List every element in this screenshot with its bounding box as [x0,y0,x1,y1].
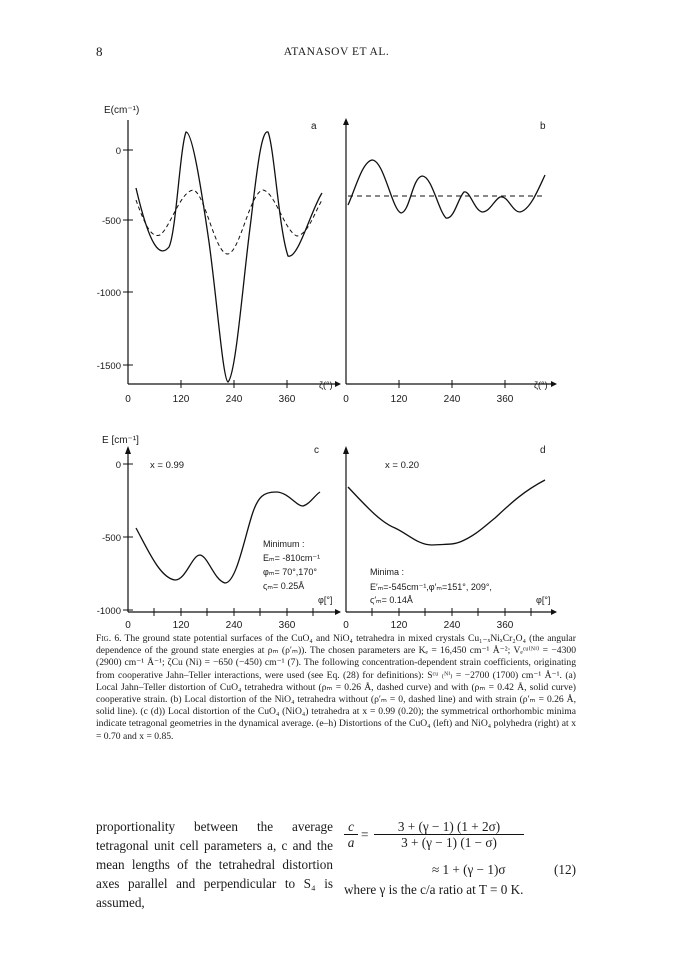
panel-d-xtick: 240 [443,620,461,630]
panel-d-label: d [540,445,546,456]
eq-numerator: 3 + (γ − 1) (1 + 2σ) [374,819,524,835]
panel-a-solid-curve [136,132,322,382]
body-paragraph: proportionality between the average tetragonal unit cell parameters a, c and the mean lengths of the tetrahedral distortion axes parallel and perpendicular to S₄ is assumed, [96,819,333,910]
panel-d-xtick: 120 [390,620,408,630]
caption-text: The ground state potential surfaces of the CuO₄ and NiO₄ tetrahedra in mixed crystals Cu₁₋ₓNiₓCr₂O₄ (the angular dependence of the ground state energies at ρₘ (ρ′ₘ)). The chosen parameters are Kₑ = 16,450 cm⁻¹ Å⁻²; Vₑᶜᵘ⁽ᴺⁱ⁾ = −4300 (2900) cm⁻¹ Å⁻¹; ζCu (Ni) = −650 (−450) cm⁻¹ (7). The following concentration-dependent strain coefficients, originating from cooperative Jahn–Teller interactions, were used (see Eq. (28) for definitions): Sᶜᵘ ₍ᴺⁱ₎ = −2700 (1700) cm⁻¹ Å⁻¹. (a) Local Jahn–Teller distortion of CuO₄ tetrahedra without (ρₘ = 0.26 Å, dashed curve) and with (ρₘ = 0.42 Å, solid curve) cooperative strain. (b) Local distortion of the NiO₄ tetrahedra without (ρ′ₘ = 0, dashed line) and with strain (ρ′ₘ = 0.26 Å, solid line). (c (d)) Local distortion of the CuO₄ (NiO₄) tetrahedra at x = 0.99 (0.20); the symmetrical orthorhombic minima indicate tetragonal geometries in the dynamical average. (e–h) Distortions of the CuO₄ (left) and NiO₄ polyhedra (right) at x = 0.70 and x = 0.85. [96,633,576,742]
panel-d [343,445,557,630]
figure-caption [96,633,576,743]
panel-c [97,435,341,630]
panel-c-xtick: 360 [278,620,296,630]
panel-c-label: c [314,445,319,456]
eq-equals: = [361,827,369,842]
panel-a-ytick: -1500 [96,361,121,372]
eq-lhs-num: c [344,819,358,835]
panel-c-min-energy: Eₘ= -810cm⁻¹ [263,553,321,563]
panel-a-ytick: 0 [115,146,121,157]
eq-approx: ≈ 1 + (γ − 1)σ [432,862,506,877]
panel-d-min-title: Minima : [370,567,405,577]
eq-where: where γ is the c/a ratio at T = 0 K. [344,882,524,897]
panel-c-xtick: 0 [125,620,131,630]
panel-a-xtick: 120 [172,394,190,405]
panel-a-xtick: 240 [225,394,243,405]
panel-c-min-title: Minimum : [263,539,305,549]
panel-b-xlabel: ζ(°) [534,380,548,390]
panel-b-label: b [540,121,546,132]
panel-b-xtick: 120 [390,394,408,405]
panel-a-xtick: 0 [125,394,131,405]
panel-b-xtick: 360 [496,394,514,405]
panel-d-xtick: 360 [496,620,514,630]
panel-c-xlabel: φ[°] [318,595,333,605]
panel-d-note: x = 0.20 [385,460,420,471]
panel-c-note: x = 0.99 [150,460,185,471]
panel-a [97,105,341,405]
panel-b [343,118,557,405]
panel-c-min-rho: ςₘ= 0.25Å [263,581,305,591]
panel-a-xtick: 360 [278,394,296,405]
panel-d-xlabel: φ[°] [536,595,551,605]
panel-b-xtick: 240 [443,394,461,405]
panel-a-xlabel: ζ(°) [319,380,333,390]
panel-d-curve [348,480,545,545]
panel-d-min-energy: E′ₘ=-545cm⁻¹,φ′ₘ=151°, 209°, [370,582,492,592]
eq-denominator: 3 + (γ − 1) (1 − σ) [401,835,497,850]
eq-lhs-den: a [347,835,355,850]
panel-a-ylabel: E(cm⁻¹) [104,105,140,116]
panel-b-solid-curve [348,160,545,218]
panel-c-xtick: 120 [172,620,190,630]
panel-a-dashed-curve [136,190,322,254]
panel-c-min-angle: φₘ= 70°,170° [263,567,317,577]
running-head: ATANASOV ET AL. [283,46,390,58]
panel-c-xtick: 240 [225,620,243,630]
panel-c-ytick: 0 [115,460,121,471]
panel-c-ylabel: E [cm⁻¹] [102,435,139,446]
eq-number: (12) [554,862,576,877]
panel-c-ytick: -500 [101,533,121,544]
panel-d-min-rho: ς′ₘ= 0.14Å [370,595,413,605]
page-number: 8 [96,44,103,59]
panel-a-ytick: -500 [101,216,121,227]
panel-b-xtick: 0 [343,394,349,405]
panel-c-ytick: -1000 [96,606,121,617]
panel-d-xtick: 0 [343,620,349,630]
caption-label: Fig. 6. [96,633,122,644]
panel-a-ytick: -1000 [96,288,121,299]
panel-a-label: a [311,121,317,132]
